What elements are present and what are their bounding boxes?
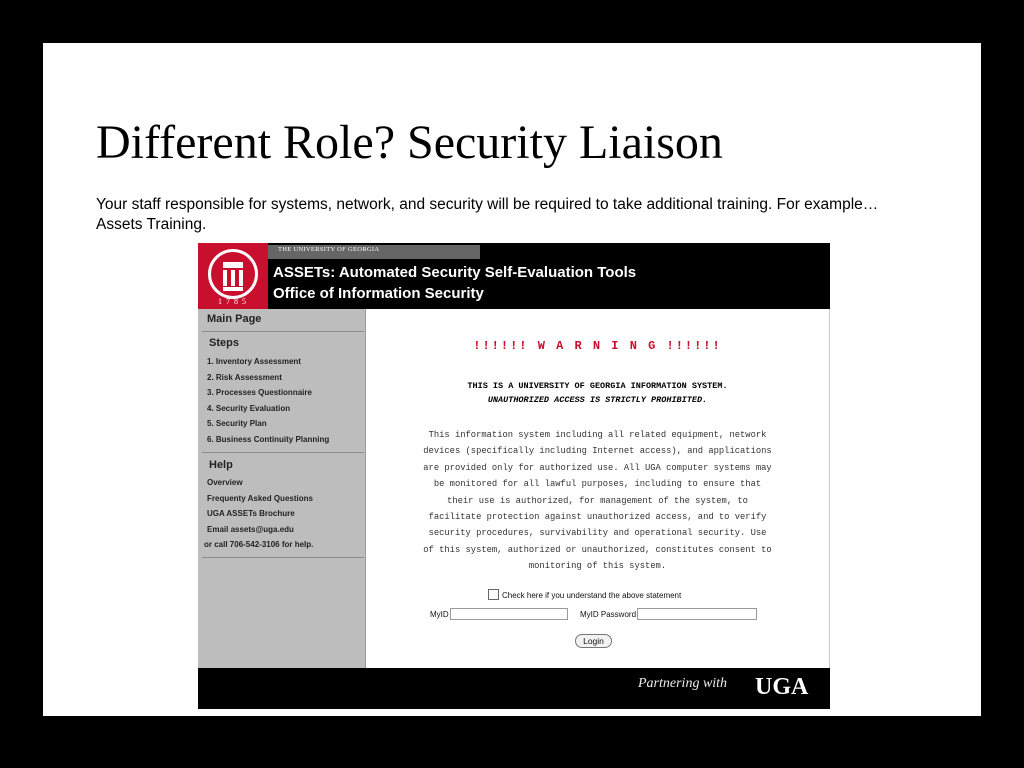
sidebar-help-faq[interactable]: Frequenty Asked Questions — [207, 494, 313, 503]
assets-login-screenshot — [198, 243, 830, 709]
site-title: ASSETs: Automated Security Self-Evaluation Tools — [273, 264, 637, 281]
sidebar-help-overview[interactable]: Overview — [207, 478, 243, 487]
logo-year: 1785 — [218, 297, 250, 306]
sidebar-steps-heading: Steps — [209, 337, 239, 349]
policy-line: are provided only for authorized use. All UGA computer systems may — [423, 462, 772, 473]
sidebar-divider — [202, 557, 364, 558]
sidebar-divider — [202, 452, 364, 453]
sidebar-main-page-link[interactable]: Main Page — [207, 313, 262, 325]
policy-text — [374, 427, 821, 575]
policy-line: of this system, authorized or unauthorized, constitutes consent to — [423, 544, 772, 555]
slide-body-text: Your staff responsible for systems, network, and security will be required to take additional training. For example… Assets Training. — [96, 196, 879, 233]
sidebar — [198, 309, 366, 668]
main-content — [366, 309, 830, 668]
understand-checkbox[interactable] — [488, 589, 499, 600]
myid-input[interactable] — [450, 608, 568, 620]
slide — [43, 43, 981, 716]
policy-line: be monitored for all lawful purposes, including to ensure that — [433, 479, 762, 490]
partnering-text: Partnering with — [638, 676, 728, 691]
slide-title: Different Role? Security Liaison — [96, 116, 723, 169]
site-header — [198, 243, 830, 309]
understand-checkbox-row — [488, 589, 681, 600]
login-button[interactable]: Login — [575, 634, 612, 648]
sidebar-step-inventory-assessment[interactable]: 1. Inventory Assessment — [207, 357, 301, 366]
site-subtitle: Office of Information Security — [273, 285, 484, 302]
uga-logo-text: UGA — [755, 674, 809, 700]
sidebar-help-email[interactable]: Email assets@uga.edu — [207, 525, 294, 534]
sidebar-step-risk-assessment[interactable]: 2. Risk Assessment — [207, 373, 282, 382]
sidebar-help-heading: Help — [209, 459, 233, 471]
policy-line: monitoring of this system. — [528, 561, 667, 572]
notice-line-2: UNAUTHORIZED ACCESS IS STRICTLY PROHIBITED. — [487, 395, 708, 405]
password-input[interactable] — [637, 608, 757, 620]
policy-line: their use is authorized, for management of the system, to — [447, 495, 748, 506]
sidebar-divider — [202, 331, 364, 332]
sidebar-step-security-evaluation[interactable]: 4. Security Evaluation — [207, 404, 291, 413]
policy-line: security procedures, survivability and operational security. Use — [428, 528, 767, 539]
uga-arch-logo — [198, 243, 268, 309]
myid-label: MyID — [430, 610, 449, 619]
warning-heading: !!!!!! W A R N I N G !!!!!! — [473, 339, 722, 353]
policy-line: facilitate protection against unauthorized access, and to verify — [428, 512, 767, 523]
notice-line-1: THIS IS A UNIVERSITY OF GEORGIA INFORMATION SYSTEM. — [467, 381, 728, 391]
sidebar-step-processes-questionnaire[interactable]: 3. Processes Questionnaire — [207, 388, 312, 397]
password-label: MyID Password — [580, 610, 637, 619]
sidebar-help-brochure[interactable]: UGA ASSETs Brochure — [207, 509, 295, 518]
policy-line: This information system including all related equipment, network — [428, 430, 767, 440]
site-footer — [198, 668, 830, 709]
sidebar-help-phone: or call 706-542-3106 for help. — [204, 540, 314, 549]
policy-line: devices (specifically including Internet access), and applications — [423, 446, 772, 457]
sidebar-step-business-continuity[interactable]: 6. Business Continuity Planning — [207, 435, 330, 444]
university-name: THE UNIVERSITY OF GEORGIA — [278, 246, 380, 253]
arch-icon — [208, 249, 258, 299]
sidebar-step-security-plan[interactable]: 5. Security Plan — [207, 419, 267, 428]
understand-checkbox-label: Check here if you understand the above statement — [502, 591, 682, 600]
